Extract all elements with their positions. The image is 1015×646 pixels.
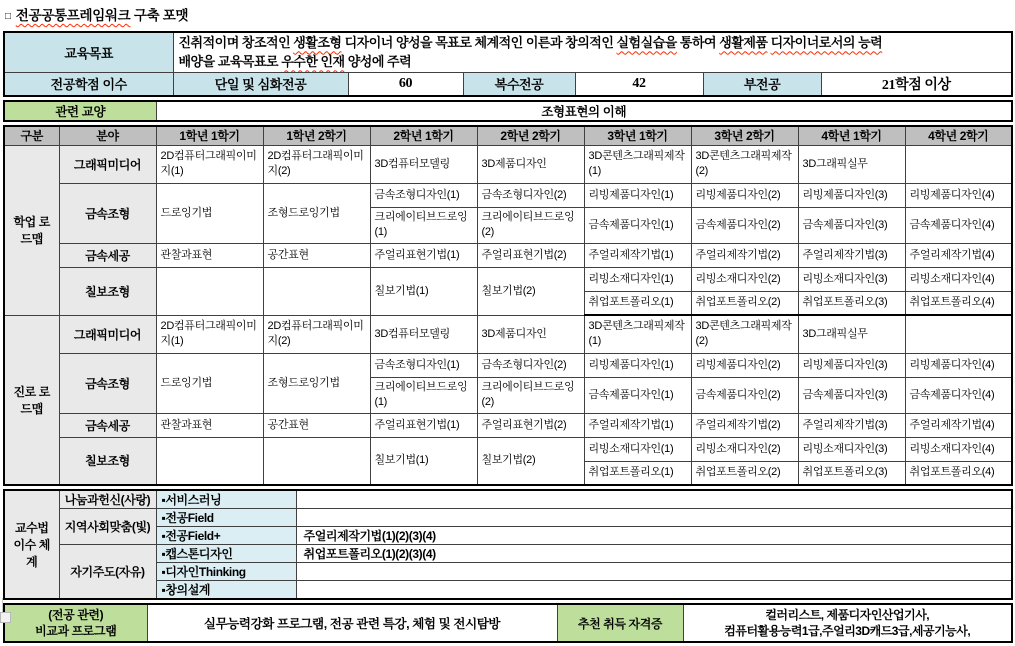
col-header-sem: 2학년 1학기: [370, 126, 477, 145]
extra-label: [4, 604, 147, 642]
credit-minor-label: 부전공: [703, 72, 821, 96]
credits-label: 전공학점 이수: [4, 72, 173, 96]
method-value: [296, 509, 1012, 527]
course-cell: 금속조형디자인(2): [477, 353, 584, 377]
cert-list-line2: 컴퓨터활용능력1급,주얼리3D캐드3급,세공기능사,: [724, 624, 971, 638]
course-cell: 주얼리표현기법(1): [370, 413, 477, 437]
course-cell: 주얼리제작기법(4): [905, 413, 1012, 437]
goal-line-2: [179, 52, 1009, 71]
extra-label-line2: 비교과 프로그램: [35, 624, 117, 638]
goal-seg-misspelled: 생활제품: [719, 35, 768, 51]
course-cell: 금속조형디자인(1): [370, 183, 477, 207]
col-header-sem: 3학년 1학기: [584, 126, 691, 145]
method-item: ▪서비스러닝: [156, 490, 296, 509]
course-cell: 3D콘텐츠그래픽제작(2): [691, 315, 798, 353]
method-item: ▪전공Field: [156, 509, 296, 527]
course-cell: 드로잉기법: [156, 183, 263, 243]
cert-label: 추천 취득 자격증: [557, 604, 683, 642]
course-cell: 크리에이티브드로잉(1): [370, 377, 477, 413]
liberal-label: 관련 교양: [4, 101, 156, 121]
col-header-sem: 4학년 1학기: [798, 126, 905, 145]
category-cell: 자기주도(자유): [59, 545, 156, 600]
course-cell: 리빙소재디자인(4): [905, 437, 1012, 461]
goal-seg: 통하여: [676, 35, 720, 51]
course-cell: 리빙제품디자인(4): [905, 183, 1012, 207]
course-cell: 리빙제품디자인(1): [584, 183, 691, 207]
course-cell: 금속제품디자인(3): [798, 207, 905, 243]
course-cell: 리빙소재디자인(3): [798, 267, 905, 291]
course-cell: 크리에이티브드로잉(1): [370, 207, 477, 243]
course-cell: 크리에이티브드로잉(2): [477, 377, 584, 413]
field-label: 금속세공: [59, 413, 156, 437]
course-cell: 3D컴퓨터모델링: [370, 145, 477, 183]
course-cell: 리빙소재디자인(3): [798, 437, 905, 461]
credit-single-label: 단일 및 심화전공: [173, 72, 348, 96]
course-cell: 칠보기법(2): [477, 267, 584, 315]
section-label-career: 진로 로드맵: [4, 315, 59, 485]
course-cell: [263, 267, 370, 315]
course-cell: 리빙소재디자인(2): [691, 267, 798, 291]
course-cell: 취업포트폴리오(2): [691, 291, 798, 315]
field-label: 그래픽미디어: [59, 315, 156, 353]
course-cell: [156, 437, 263, 485]
course-cell: 2D컴퓨터그래픽이미지(1): [156, 145, 263, 183]
course-cell: 3D콘텐츠그래픽제작(2): [691, 145, 798, 183]
square-bullet-icon: □: [5, 11, 11, 22]
course-cell: 리빙소재디자인(4): [905, 267, 1012, 291]
course-cell: 리빙제품디자인(3): [798, 183, 905, 207]
course-cell: 취업포트폴리오(4): [905, 461, 1012, 485]
course-cell: 크리에이티브드로잉(2): [477, 207, 584, 243]
field-label: 금속조형: [59, 183, 156, 243]
extra-label-line1: (전공 관련): [48, 608, 104, 622]
method-item: ▪캡스톤디자인: [156, 545, 296, 563]
goal-seg-misspelled: 생활조형: [293, 35, 342, 51]
course-cell: 금속제품디자인(1): [584, 377, 691, 413]
method-value: [296, 563, 1012, 581]
course-cell: 2D컴퓨터그래픽이미지(2): [263, 315, 370, 353]
goal-seg-misspelled: 디자이너로서의 능력: [770, 35, 883, 51]
course-cell: [905, 145, 1012, 183]
course-cell: 관찰과표현: [156, 413, 263, 437]
course-cell: 주얼리제작기법(3): [798, 243, 905, 267]
scrollbar-corner-fragment[interactable]: [0, 612, 11, 623]
course-cell: 칠보기법(1): [370, 437, 477, 485]
course-cell: 주얼리제작기법(3): [798, 413, 905, 437]
course-cell: 3D콘텐츠그래픽제작(1): [584, 145, 691, 183]
roadmap-table: [3, 125, 1013, 486]
category-cell: 나눔과헌신(사랑): [59, 490, 156, 509]
course-cell: 금속조형디자인(2): [477, 183, 584, 207]
course-cell: 3D그래픽실무: [798, 145, 905, 183]
liberal-arts-table: [3, 100, 1013, 122]
field-label: 금속세공: [59, 243, 156, 267]
course-cell: 금속제품디자인(1): [584, 207, 691, 243]
course-cell: 3D제품디자인: [477, 145, 584, 183]
field-label: 칠보조형: [59, 267, 156, 315]
course-cell: 조형드로잉기법: [263, 353, 370, 413]
course-cell: 취업포트폴리오(3): [798, 291, 905, 315]
course-cell: 주얼리표현기법(2): [477, 243, 584, 267]
course-cell: 리빙제품디자인(2): [691, 183, 798, 207]
course-cell: 금속조형디자인(1): [370, 353, 477, 377]
course-cell: 주얼리제작기법(1): [584, 413, 691, 437]
course-cell: 취업포트폴리오(1): [584, 461, 691, 485]
liberal-value: 조형표현의 이해: [156, 101, 1012, 121]
course-cell: 공간표현: [263, 243, 370, 267]
goal-label: 교육목표: [4, 32, 173, 72]
method-item: ▪전공Field+: [156, 527, 296, 545]
method-value: 주얼리제작기법(1)(2)(3)(4): [296, 527, 1012, 545]
course-cell: 주얼리제작기법(2): [691, 413, 798, 437]
credit-double-label: 복수전공: [463, 72, 575, 96]
course-cell: 3D콘텐츠그래픽제작(1): [584, 315, 691, 353]
field-label: 그래픽미디어: [59, 145, 156, 183]
document-page: [3, 2, 1011, 646]
course-cell: 주얼리제작기법(1): [584, 243, 691, 267]
course-cell: 주얼리제작기법(2): [691, 243, 798, 267]
method-value: [296, 490, 1012, 509]
goal-seg-misspelled: 우수한 인재: [281, 54, 345, 70]
cert-list: [683, 604, 1012, 642]
field-label: 금속조형: [59, 353, 156, 413]
course-cell: 칠보기법(1): [370, 267, 477, 315]
method-item: ▪디자인Thinking: [156, 563, 296, 581]
category-cell: 지역사회맞춤(빛): [59, 509, 156, 545]
course-cell: [263, 437, 370, 485]
goal-seg: 진취적이며 창조적인: [178, 35, 294, 51]
course-cell: 금속제품디자인(3): [798, 377, 905, 413]
page-title: [5, 4, 1011, 24]
course-cell: 취업포트폴리오(3): [798, 461, 905, 485]
course-cell: 주얼리표현기법(2): [477, 413, 584, 437]
method-value: 취업포트폴리오(1)(2)(3)(4): [296, 545, 1012, 563]
course-cell: 3D컴퓨터모델링: [370, 315, 477, 353]
course-cell: 금속제품디자인(4): [905, 207, 1012, 243]
goal-seg: 디자이너 양성을 목표로 체계적인 이른과 창의적인: [341, 35, 617, 51]
course-cell: 드로잉기법: [156, 353, 263, 413]
course-cell: 관찰과표현: [156, 243, 263, 267]
course-cell: 리빙제품디자인(2): [691, 353, 798, 377]
credit-single-value: 60: [348, 72, 463, 96]
course-cell: 금속제품디자인(2): [691, 377, 798, 413]
course-cell: 3D제품디자인: [477, 315, 584, 353]
course-cell: 취업포트폴리오(4): [905, 291, 1012, 315]
credit-double-value: 42: [575, 72, 703, 96]
extra-programs: 실무능력강화 프로그램, 전공 관련 특강, 체험 및 전시탐방: [147, 604, 557, 642]
course-cell: [156, 267, 263, 315]
title-text-misspelled: 전공공통프레임워크: [15, 8, 131, 23]
course-cell: 리빙제품디자인(3): [798, 353, 905, 377]
course-cell: 2D컴퓨터그래픽이미지(1): [156, 315, 263, 353]
course-cell: 칠보기법(2): [477, 437, 584, 485]
goal-seg-misspelled: 실험실습을: [616, 35, 677, 51]
col-header-sem: 4학년 2학기: [905, 126, 1012, 145]
cert-list-line1: 컬러리스트, 제품디자인산업기사,: [765, 608, 930, 622]
teaching-label: 교수법 이수 체계: [4, 490, 59, 599]
goal-statement: [173, 32, 1012, 72]
goal-seg: 양성에 주력: [344, 54, 412, 70]
method-item: ▪창의설계: [156, 581, 296, 600]
course-cell: 공간표현: [263, 413, 370, 437]
course-cell: 취업포트폴리오(2): [691, 461, 798, 485]
col-header-sem: 1학년 1학기: [156, 126, 263, 145]
course-cell: 리빙소재디자인(2): [691, 437, 798, 461]
col-header-sem: 1학년 2학기: [263, 126, 370, 145]
col-header-sem: 2학년 2학기: [477, 126, 584, 145]
course-cell: 리빙소재디자인(1): [584, 437, 691, 461]
col-header-bunya: 분야: [59, 126, 156, 145]
course-cell: 3D그래픽실무: [798, 315, 905, 353]
course-cell: 주얼리표현기법(1): [370, 243, 477, 267]
credit-minor-value: 21학점 이상: [821, 72, 1012, 96]
course-cell: 리빙제품디자인(1): [584, 353, 691, 377]
section-label-academic: 학업 로드맵: [4, 145, 59, 315]
extracurricular-table: [3, 603, 1013, 643]
goal-seg: 배양을 교육목표로: [178, 54, 282, 70]
col-header-gubun: 구분: [4, 126, 59, 145]
course-cell: 금속제품디자인(2): [691, 207, 798, 243]
title-text: 구축 포맷: [130, 8, 189, 23]
course-cell: 리빙제품디자인(4): [905, 353, 1012, 377]
course-cell: 조형드로잉기법: [263, 183, 370, 243]
field-label: 칠보조형: [59, 437, 156, 485]
course-cell: 취업포트폴리오(1): [584, 291, 691, 315]
sheet-edge-fragment: [2, 598, 3, 612]
course-cell: [905, 315, 1012, 353]
course-cell: 리빙소재디자인(1): [584, 267, 691, 291]
course-cell: 금속제품디자인(4): [905, 377, 1012, 413]
teaching-method-table: [3, 489, 1013, 600]
course-cell: 주얼리제작기법(4): [905, 243, 1012, 267]
goal-credits-table: [3, 31, 1013, 97]
method-value: [296, 581, 1012, 600]
col-header-sem: 3학년 2학기: [691, 126, 798, 145]
course-cell: 2D컴퓨터그래픽이미지(2): [263, 145, 370, 183]
goal-line-1: [179, 33, 1009, 52]
